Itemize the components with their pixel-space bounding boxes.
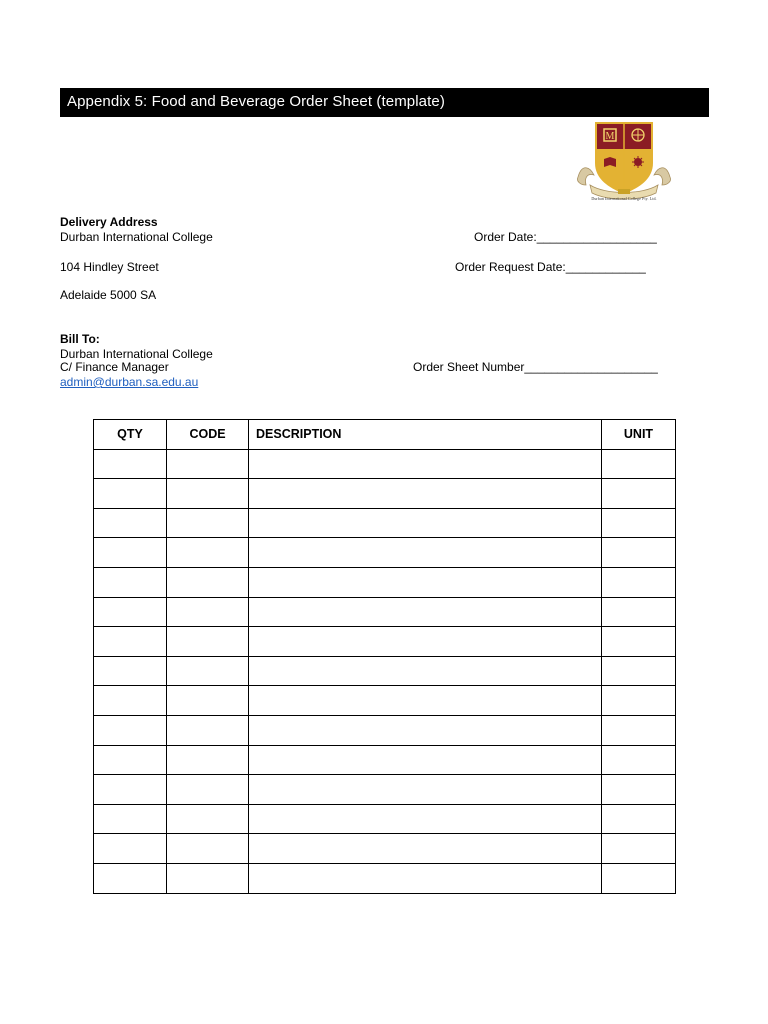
svg-text:M: M: [605, 131, 615, 142]
code-cell[interactable]: [167, 597, 249, 627]
qty-cell[interactable]: [94, 686, 167, 716]
description-cell[interactable]: [249, 686, 602, 716]
description-column-header: DESCRIPTION: [249, 420, 602, 450]
qty-cell[interactable]: [94, 538, 167, 568]
code-cell[interactable]: [167, 834, 249, 864]
table-row: [94, 567, 676, 597]
table-row: [94, 597, 676, 627]
delivery-address-line-1: Durban International College: [60, 230, 213, 244]
unit-cell[interactable]: [602, 775, 676, 805]
bill-to-email-link[interactable]: admin@durban.sa.edu.au: [60, 375, 199, 389]
order-items-table: [93, 419, 676, 894]
table-row: [94, 863, 676, 893]
code-cell[interactable]: [167, 863, 249, 893]
description-cell[interactable]: [249, 508, 602, 538]
code-cell[interactable]: [167, 567, 249, 597]
code-cell[interactable]: [167, 479, 249, 509]
code-cell[interactable]: [167, 686, 249, 716]
code-cell[interactable]: [167, 508, 249, 538]
qty-cell[interactable]: [94, 715, 167, 745]
bill-to-line-2: C/ Finance Manager: [60, 360, 169, 374]
code-cell[interactable]: [167, 745, 249, 775]
description-cell[interactable]: [249, 627, 602, 657]
code-cell[interactable]: [167, 449, 249, 479]
unit-cell[interactable]: [602, 597, 676, 627]
description-cell[interactable]: [249, 834, 602, 864]
delivery-address-line-3: Adelaide 5000 SA: [60, 288, 157, 302]
unit-cell[interactable]: [602, 508, 676, 538]
order-date-field[interactable]: Order Date:__________________: [474, 230, 657, 244]
bill-to-line-1: Durban International College: [60, 347, 213, 361]
code-cell[interactable]: [167, 775, 249, 805]
qty-cell[interactable]: [94, 834, 167, 864]
code-cell[interactable]: [167, 804, 249, 834]
qty-cell[interactable]: [94, 479, 167, 509]
qty-cell[interactable]: [94, 508, 167, 538]
description-cell[interactable]: [249, 479, 602, 509]
code-cell[interactable]: [167, 538, 249, 568]
qty-cell[interactable]: [94, 449, 167, 479]
qty-cell[interactable]: [94, 627, 167, 657]
qty-cell[interactable]: [94, 863, 167, 893]
code-column-header: CODE: [167, 420, 249, 450]
unit-cell[interactable]: [602, 656, 676, 686]
table-row: [94, 834, 676, 864]
description-cell[interactable]: [249, 449, 602, 479]
delivery-address-line-2: 104 Hindley Street: [60, 260, 159, 274]
document-title: Appendix 5: Food and Beverage Order Sheet (template): [60, 88, 709, 117]
unit-cell[interactable]: [602, 715, 676, 745]
code-cell[interactable]: [167, 715, 249, 745]
unit-cell[interactable]: [602, 745, 676, 775]
code-cell[interactable]: [167, 656, 249, 686]
unit-column-header: UNIT: [602, 420, 676, 450]
table-row: [94, 775, 676, 805]
qty-cell[interactable]: [94, 656, 167, 686]
table-header-row: [94, 420, 676, 450]
delivery-address-heading: Delivery Address: [60, 215, 158, 229]
table-row: [94, 656, 676, 686]
table-row: [94, 627, 676, 657]
table-row: [94, 479, 676, 509]
table-row: [94, 715, 676, 745]
college-crest-logo: [572, 115, 676, 207]
unit-cell[interactable]: [602, 863, 676, 893]
order-rows: [94, 449, 676, 893]
order-sheet-number-field[interactable]: Order Sheet Number____________________: [413, 360, 658, 374]
description-cell[interactable]: [249, 745, 602, 775]
table-row: [94, 538, 676, 568]
description-cell[interactable]: [249, 656, 602, 686]
logo-caption: Durban International College Pty. Ltd.: [591, 196, 657, 201]
unit-cell[interactable]: [602, 686, 676, 716]
order-request-date-field[interactable]: Order Request Date:____________: [455, 260, 646, 274]
qty-cell[interactable]: [94, 597, 167, 627]
unit-cell[interactable]: [602, 834, 676, 864]
unit-cell[interactable]: [602, 479, 676, 509]
unit-cell[interactable]: [602, 627, 676, 657]
table-row: [94, 686, 676, 716]
table-row: [94, 745, 676, 775]
qty-column-header: QTY: [94, 420, 167, 450]
description-cell[interactable]: [249, 863, 602, 893]
table-row: [94, 449, 676, 479]
description-cell[interactable]: [249, 804, 602, 834]
description-cell[interactable]: [249, 567, 602, 597]
unit-cell[interactable]: [602, 449, 676, 479]
unit-cell[interactable]: [602, 804, 676, 834]
unit-cell[interactable]: [602, 567, 676, 597]
qty-cell[interactable]: [94, 775, 167, 805]
bill-to-heading: Bill To:: [60, 332, 100, 346]
qty-cell[interactable]: [94, 745, 167, 775]
code-cell[interactable]: [167, 627, 249, 657]
description-cell[interactable]: [249, 775, 602, 805]
unit-cell[interactable]: [602, 538, 676, 568]
description-cell[interactable]: [249, 715, 602, 745]
qty-cell[interactable]: [94, 567, 167, 597]
qty-cell[interactable]: [94, 804, 167, 834]
table-row: [94, 804, 676, 834]
description-cell[interactable]: [249, 597, 602, 627]
description-cell[interactable]: [249, 538, 602, 568]
table-row: [94, 508, 676, 538]
